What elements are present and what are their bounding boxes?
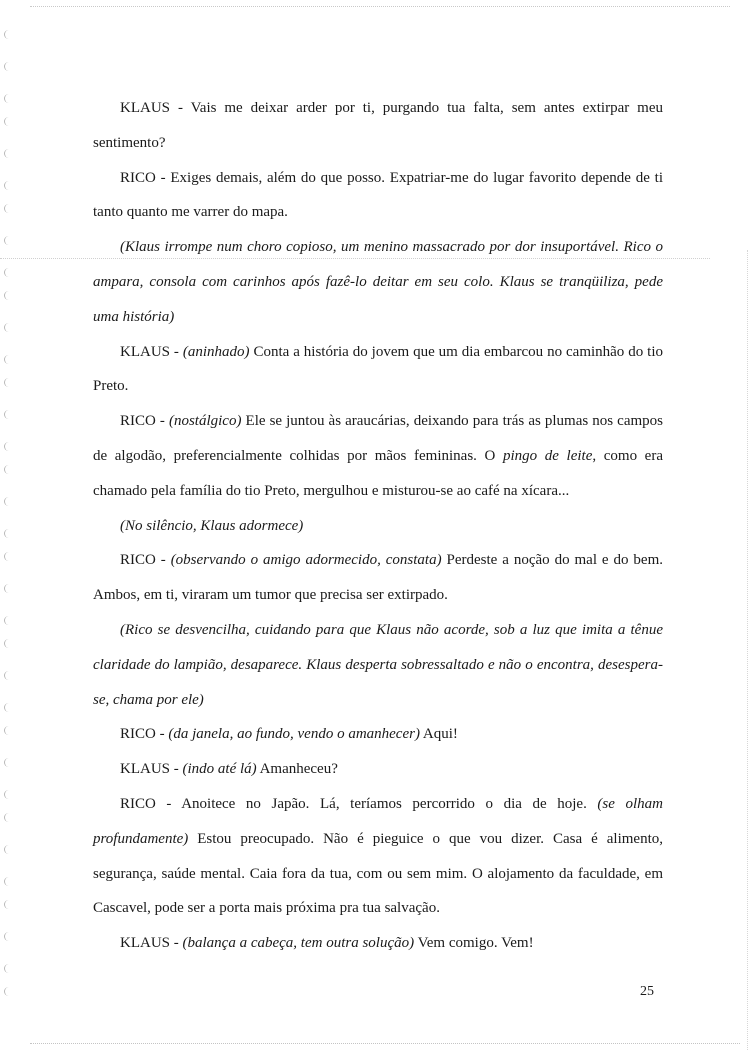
stage-direction: pingo de leite xyxy=(502,447,593,464)
script-paragraph xyxy=(93,335,663,405)
stage-direction: (nostálgico) xyxy=(168,413,242,430)
dialogue-text: Conta a história do jovem que um dia embarcou no caminhão do tio Preto. xyxy=(93,343,663,395)
margin-mark xyxy=(4,964,11,973)
dialogue-text: RICO - Exiges demais, além do que posso. Expatriar-me do lugar favorito depende de ti tanto quanto me varrer do mapa. xyxy=(93,169,663,221)
margin-mark xyxy=(4,149,11,158)
margin-mark xyxy=(4,639,11,648)
stage-direction: (indo até lá) xyxy=(182,761,257,778)
script-paragraph xyxy=(93,613,663,717)
dialogue-text: Aqui! xyxy=(419,726,458,743)
script-paragraph xyxy=(93,926,663,961)
margin-mark xyxy=(4,877,11,886)
margin-mark xyxy=(4,236,11,245)
margin-mark xyxy=(4,291,11,300)
dialogue-text: RICO - xyxy=(120,552,171,569)
script-paragraph xyxy=(93,230,663,334)
stage-direction: (Rico se desvencilha, cuidando para que Klaus não acorde, sob a luz que imita a tênue claridade do lampião, desaparece. Klaus desperta sobressaltado e não o encontra, desespera-se, chama por ele) xyxy=(93,621,663,708)
margin-mark xyxy=(4,323,11,332)
script-paragraph xyxy=(93,161,663,231)
dialogue-text: Amanheceu? xyxy=(256,761,338,778)
stage-direction: (se olham profundamente) xyxy=(93,795,663,847)
stage-direction: (da janela, ao fundo, vendo o amanhecer) xyxy=(168,726,420,743)
dialogue-text: KLAUS - xyxy=(120,935,183,952)
margin-mark xyxy=(4,813,11,822)
script-paragraph xyxy=(93,509,663,544)
margin-mark xyxy=(4,552,11,561)
margin-mark xyxy=(4,94,11,103)
script-paragraph xyxy=(93,404,663,508)
margin-mark xyxy=(4,726,11,735)
stage-direction: (observando o amigo adormecido, constata) xyxy=(170,552,442,569)
stage-direction: (balança a cabeça, tem outra solução) xyxy=(182,935,415,952)
margin-mark xyxy=(4,62,11,71)
margin-mark xyxy=(4,117,11,126)
dialogue-text: KLAUS - xyxy=(120,761,183,778)
margin-mark xyxy=(4,204,11,213)
margin-mark xyxy=(4,442,11,451)
binding-hole-marks xyxy=(0,30,18,1040)
margin-mark xyxy=(4,529,11,538)
margin-mark xyxy=(4,30,11,39)
margin-mark xyxy=(4,497,11,506)
margin-mark xyxy=(4,465,11,474)
margin-mark xyxy=(4,616,11,625)
margin-mark xyxy=(4,378,11,387)
script-text xyxy=(93,91,663,961)
margin-mark xyxy=(4,181,11,190)
script-paragraph xyxy=(93,717,663,752)
margin-mark xyxy=(4,845,11,854)
margin-mark xyxy=(4,410,11,419)
dialogue-text: KLAUS - xyxy=(120,343,183,360)
stage-direction: (aninhado) xyxy=(182,343,250,360)
script-paragraph xyxy=(93,752,663,787)
page-number: 25 xyxy=(640,984,654,999)
scan-edge-top xyxy=(30,6,730,8)
margin-mark xyxy=(4,758,11,767)
scan-edge-right xyxy=(746,250,748,1050)
dialogue-text: Perdeste a noção do mal e do bem. Ambos, em ti, viraram um tumor que precisa ser extirpado. xyxy=(93,552,663,604)
dialogue-text: Ele se juntou às araucárias, deixando para trás as plumas nos campos de algodão, preferencialmente colhidas por mãos femininas. O xyxy=(93,413,663,464)
dialogue-text: Estou preocupado. Não é pieguice o que vou dizer. Casa é alimento, segurança, saúde mental. Caia fora da tua, com ou sem mim. O alojamento da faculdade, em Cascavel, pode ser a porta mais próxima pra tua salvação. xyxy=(93,830,663,917)
margin-mark xyxy=(4,790,11,799)
margin-mark xyxy=(4,703,11,712)
margin-mark xyxy=(4,355,11,364)
margin-mark xyxy=(4,671,11,680)
stage-direction: (No silêncio, Klaus adormece) xyxy=(120,517,304,534)
margin-mark xyxy=(4,987,11,996)
script-paragraph xyxy=(93,91,663,161)
dialogue-text: RICO - xyxy=(120,726,169,743)
margin-mark xyxy=(4,268,11,277)
stage-direction: (Klaus irrompe num choro copioso, um menino massacrado por dor insuportável. Rico o ampara, consola com carinhos após fazê-lo deitar em seu colo. Klaus se tranqüiliza, pede uma história) xyxy=(93,239,663,325)
dialogue-text: RICO - Anoitece no Japão. Lá, teríamos percorrido o dia de hoje. xyxy=(120,795,598,812)
dialogue-text: KLAUS - Vais me deixar arder por ti, purgando tua falta, sem antes extirpar meu sentimento? xyxy=(93,100,663,151)
margin-mark xyxy=(4,932,11,941)
margin-mark xyxy=(4,900,11,909)
dialogue-text: , como era chamado pela família do tio Preto, mergulhou e misturou-se ao café na xícara... xyxy=(93,447,663,499)
margin-mark xyxy=(4,584,11,593)
script-paragraph xyxy=(93,543,663,613)
dialogue-text: RICO - xyxy=(120,413,169,430)
dialogue-text: Vem comigo. Vem! xyxy=(414,935,534,952)
scan-edge-bottom xyxy=(30,1043,740,1045)
script-paragraph xyxy=(93,787,663,926)
